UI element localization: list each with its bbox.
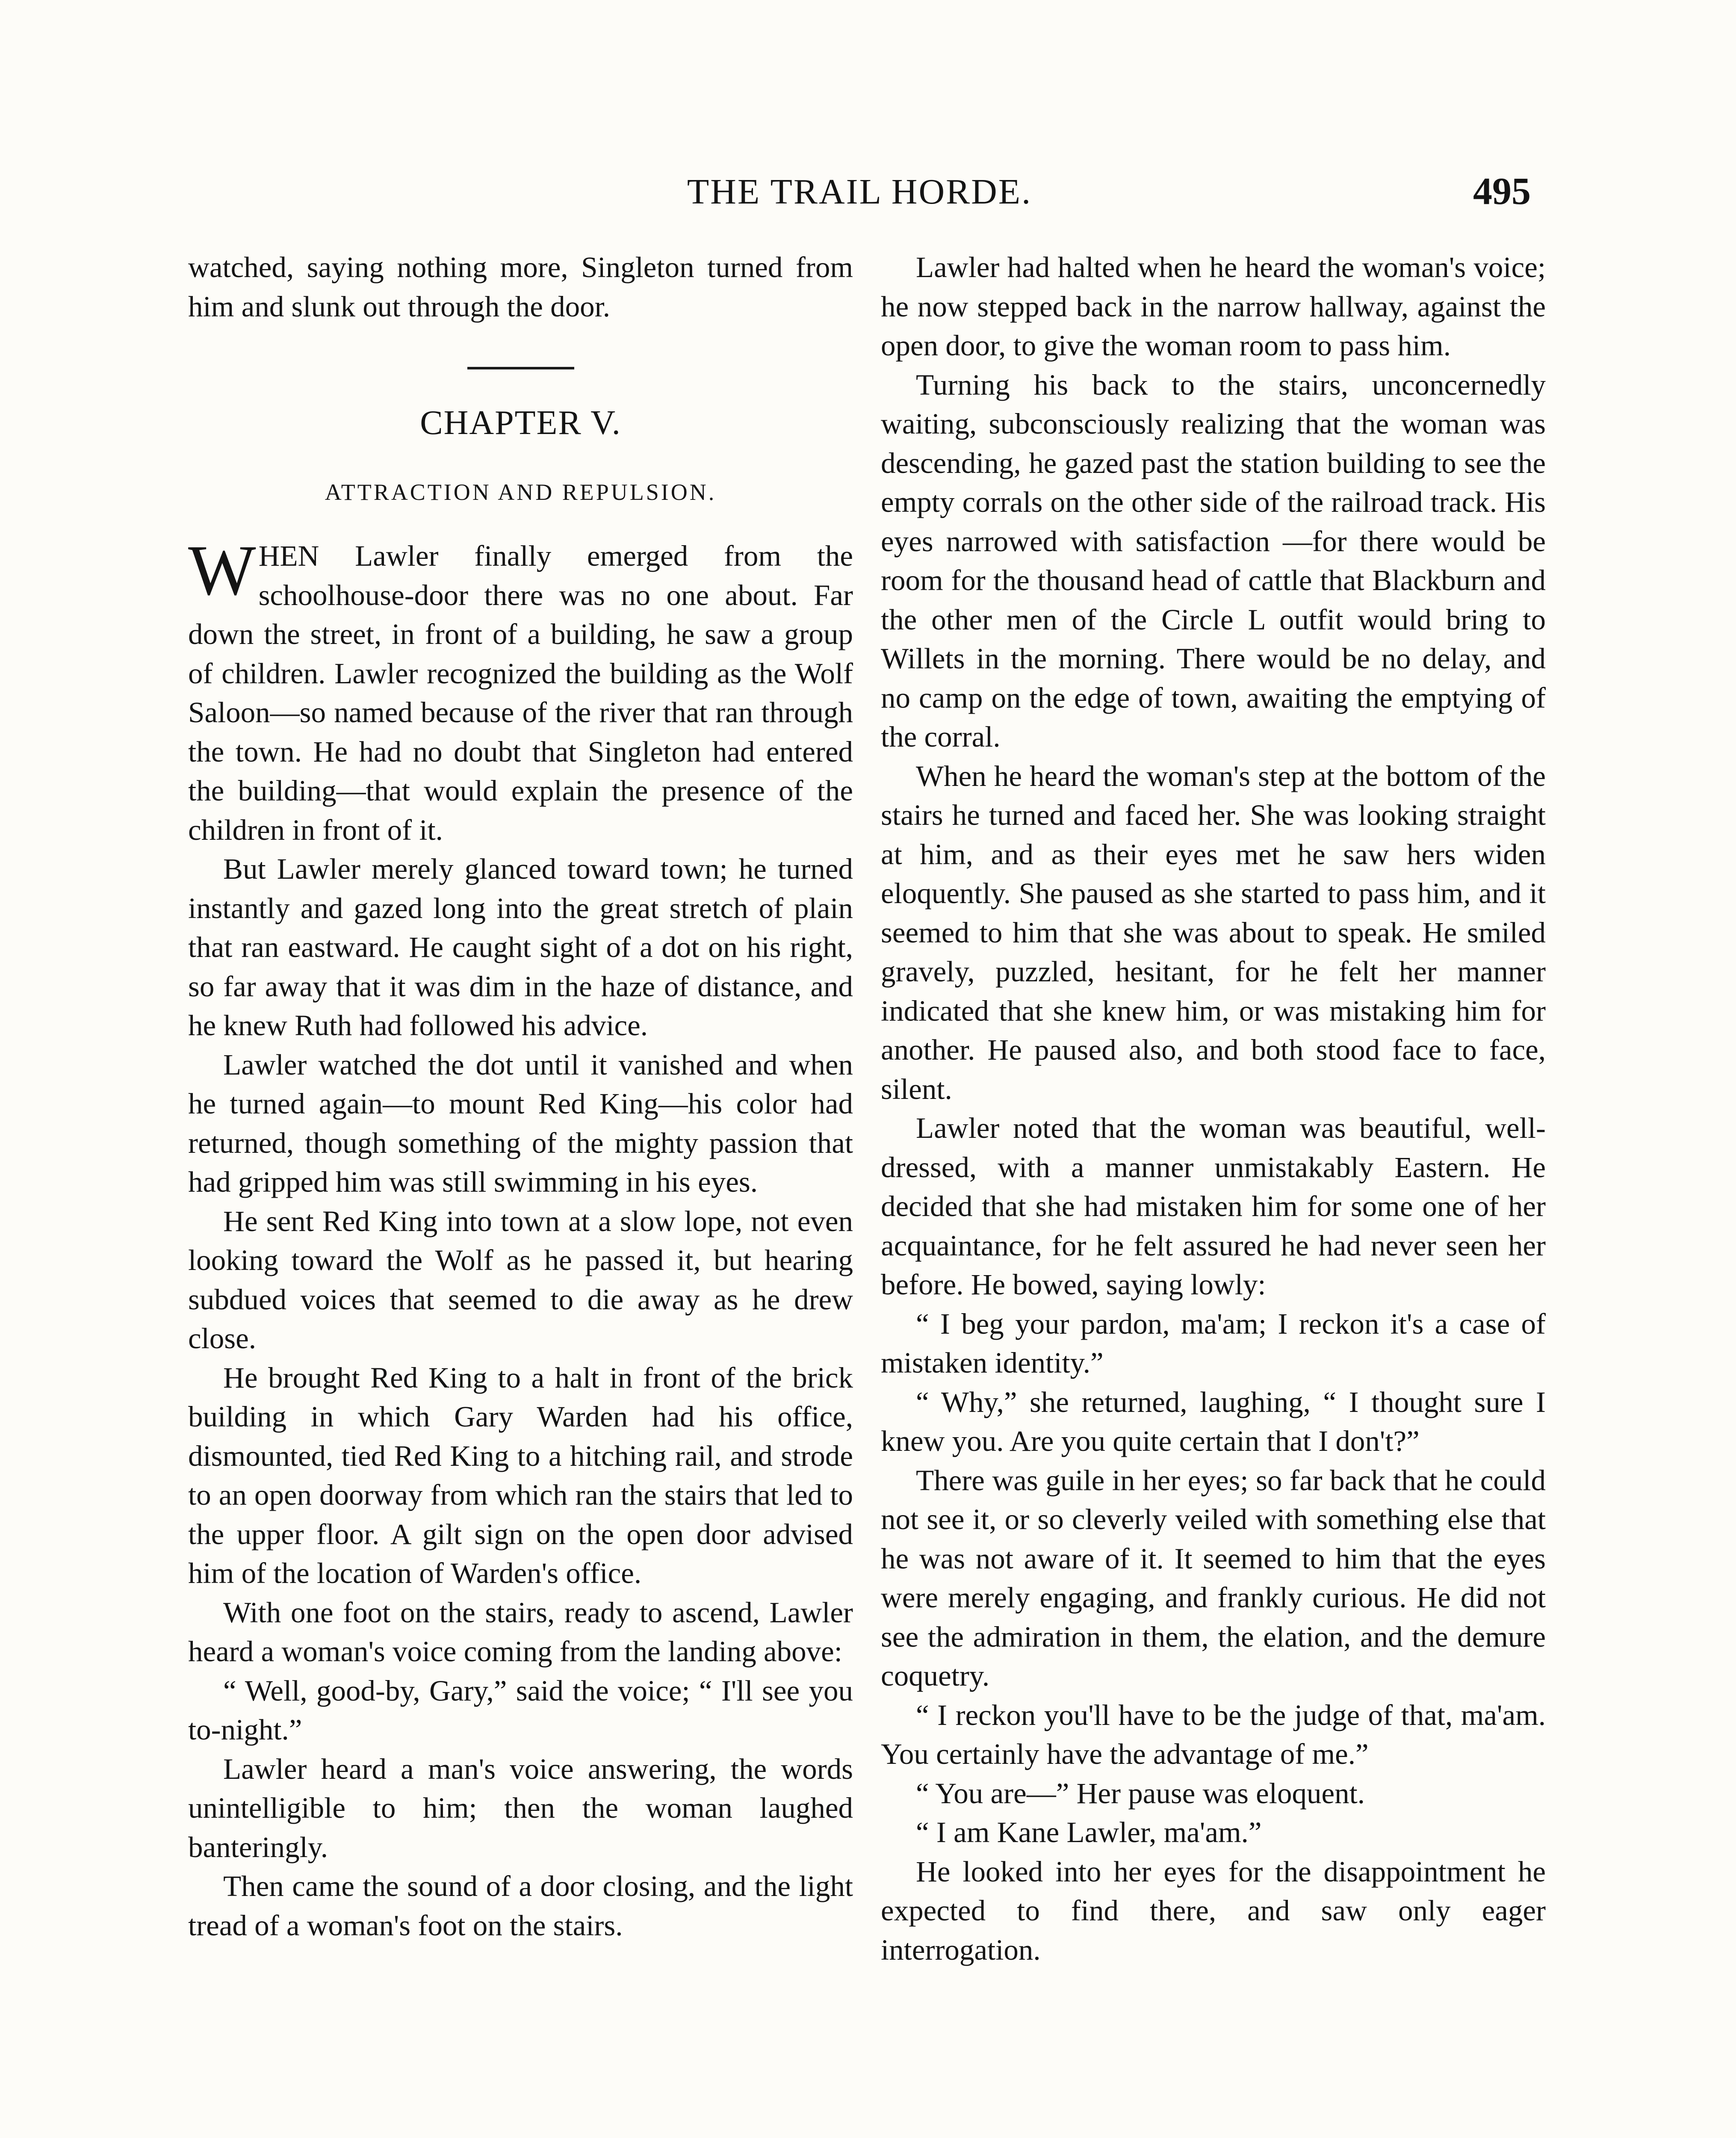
opening-paragraph-text: HEN Lawler finally emerged from the schoolhouse-door there was no one about. Far down the street, in front of a building, he saw a group of children. Lawler recognized the building as the Wolf Saloon—so named because of the river that ran through the town. He had no doubt that Singleton had entered the building—that would explain the presence of the children in front of it. [188,540,853,846]
paragraph: Lawler had halted when he heard the woman's voice; he now stepped back in the narrow hallway, against the open door, to give the woman room to pass him. [881,251,1546,362]
paragraph: There was guile in her eyes; so far back that he could not see it, or so cleverly veiled with something else that he was not aware of it. It seemed to him that the eyes were merely engaging, and frankly curious. He did not see the admiration in them, the elation, and the demure coquetry. [881,1464,1546,1692]
paragraph: “ I beg your pardon, ma'am; I reckon it's a case of mistaken identity.” [881,1307,1546,1379]
chapter-subtitle: ATTRACTION AND REPULSION. [325,479,717,505]
paragraph: Then came the sound of a door closing, and the light tread of a woman's foot on the stairs. [188,1870,853,1942]
paragraph: “ Why,” she returned, laughing, “ I thought sure I knew you. Are you quite certain that I don't?” [881,1385,1546,1457]
paragraph: “ I reckon you'll have to be the judge of that, ma'am. You certainly have the advantage of me.” [881,1698,1546,1770]
right-column [881,248,1546,1970]
paragraph: Turning his back to the stairs, unconcernedly waiting, subconsciously realizing that the woman was descending, he gazed past the station building to see the empty corrals on the other side of the railroad track. His eyes narrowed with satisfaction —for there would be room for the thousand head of cattle that Blackburn and the other men of the Circle L outfit would bring to Willets in the morning. There would be no delay, and no camp on the edge of town, awaiting the emptying of the corral. [881,368,1546,753]
chapter-title: CHAPTER V. [420,404,621,442]
paragraph: When he heard the woman's step at the bottom of the stairs he turned and faced her. She was looking straight at him, and as their eyes met he saw hers widen eloquently. She paused as she started to pass him, and it seemed to him that she was about to speak. He smiled gravely, puzzled, hesitant, for he felt her manner indicated that she knew him, or was mistaking him for another. He paused also, and both stood face to face, silent. [881,759,1546,1105]
paragraph: Lawler noted that the woman was beautiful, well-dressed, with a manner unmistakably Eastern. He decided that she had mistaken him for some one of her acquaintance, for he felt assured he had never seen her before. He bowed, saying lowly: [881,1112,1546,1301]
section-divider [467,367,574,369]
paragraph: He brought Red King to a halt in front of the brick building in which Gary Warden had his office, dismounted, tied Red King to a hitching rail, and strode to an open doorway from which ran the stairs that led to the upper floor. A gilt sign on the open door advised him of the location of Warden's office. [188,1361,853,1589]
opening-paragraph [188,531,853,850]
paragraph: “ You are—” Her pause was eloquent. [916,1777,1365,1810]
continued-paragraph: watched, saying nothing more, Singleton turned from him and slunk out through the door. [188,251,853,323]
page-number: 495 [1473,170,1531,213]
paragraph: Lawler watched the dot until it vanished and when he turned again—to mount Red King—his color had returned, though something of the mighty passion that had gripped him was still swimming in his eyes. [188,1048,853,1198]
paragraph: “ I am Kane Lawler, ma'am.” [916,1816,1262,1849]
paragraph: But Lawler merely glanced toward town; he turned instantly and gazed long into the great stretch of plain that ran eastward. He caught sight of a dot on his right, so far away that it was dim in the haze of distance, and he knew Ruth had followed his advice. [188,853,853,1042]
paragraph: “ Well, good-by, Gary,” said the voice; “ I'll see you to-night.” [188,1674,853,1746]
paragraph: Lawler heard a man's voice answering, the words unintelligible to him; then the woman laughed banteringly. [188,1752,853,1863]
running-header [188,171,1531,227]
left-column [188,248,853,1945]
paragraph: With one foot on the stairs, ready to ascend, Lawler heard a woman's voice coming from the landing above: [188,1596,853,1668]
running-title: THE TRAIL HORDE. [687,172,1032,212]
paragraph: He looked into her eyes for the disappointment he expected to find there, and saw only eager interrogation. [881,1855,1546,1966]
paragraph: He sent Red King into town at a slow lope, not even looking toward the Wolf as he passed it, but hearing subdued voices that seemed to die away as he drew close. [188,1205,853,1355]
drop-cap: W [188,531,256,610]
